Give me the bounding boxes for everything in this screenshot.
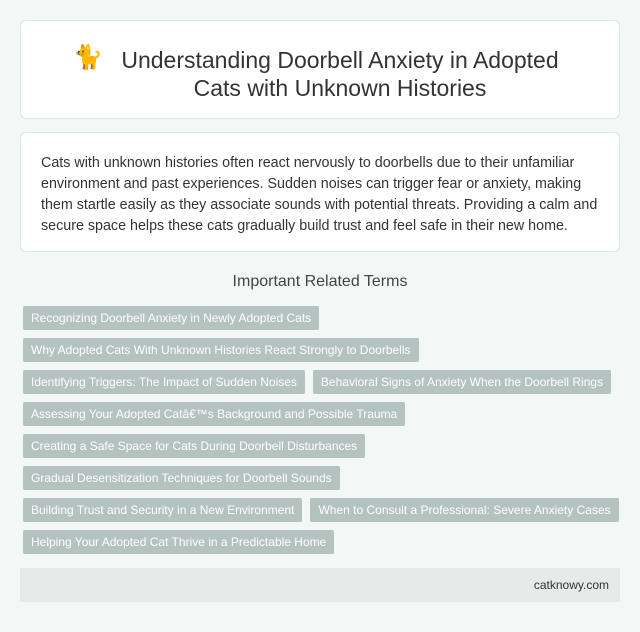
term-tag[interactable]: Creating a Safe Space for Cats During Doorbell Disturbances [23, 434, 365, 458]
cat-icon: 🐈 [73, 43, 103, 71]
page-title [21, 46, 619, 102]
term-tag[interactable]: Why Adopted Cats With Unknown Histories React Strongly to Doorbells [23, 338, 419, 362]
term-tag[interactable]: Building Trust and Security in a New Environment [23, 498, 302, 522]
term-tag[interactable]: Assessing Your Adopted Catâ€™s Background and Possible Trauma [23, 402, 405, 426]
term-tag[interactable]: Helping Your Adopted Cat Thrive in a Predictable Home [23, 530, 334, 554]
terms-heading: Important Related Terms [232, 273, 408, 290]
related-terms-list [23, 306, 623, 562]
term-tag[interactable]: Behavioral Signs of Anxiety When the Doorbell Rings [313, 370, 611, 394]
term-tag[interactable]: When to Consult a Professional: Severe Anxiety Cases [310, 498, 618, 522]
page-title-line-1: Understanding Doorbell Anxiety in Adopted [121, 47, 559, 73]
term-tag[interactable]: Identifying Triggers: The Impact of Sudden Noises [23, 370, 305, 394]
term-tag[interactable]: Gradual Desensitization Techniques for Doorbell Sounds [23, 466, 340, 490]
footer [20, 568, 620, 602]
intro-card [20, 132, 620, 252]
term-tag[interactable]: Recognizing Doorbell Anxiety in Newly Adopted Cats [23, 306, 319, 330]
intro-text: Cats with unknown histories often react nervously to doorbells due to their unfamiliar environment and past experiences. Sudden noises can trigger fear or anxiety, making them startle easily as they associate sounds with potential threats. Providing a calm and secure space helps these cats gradually build trust and feel safe in their new home. [41, 155, 598, 234]
footer-site-link[interactable]: catknowy.com [533, 578, 609, 592]
title-card [20, 20, 620, 119]
page-title-line-2: Cats with Unknown Histories [193, 75, 487, 101]
